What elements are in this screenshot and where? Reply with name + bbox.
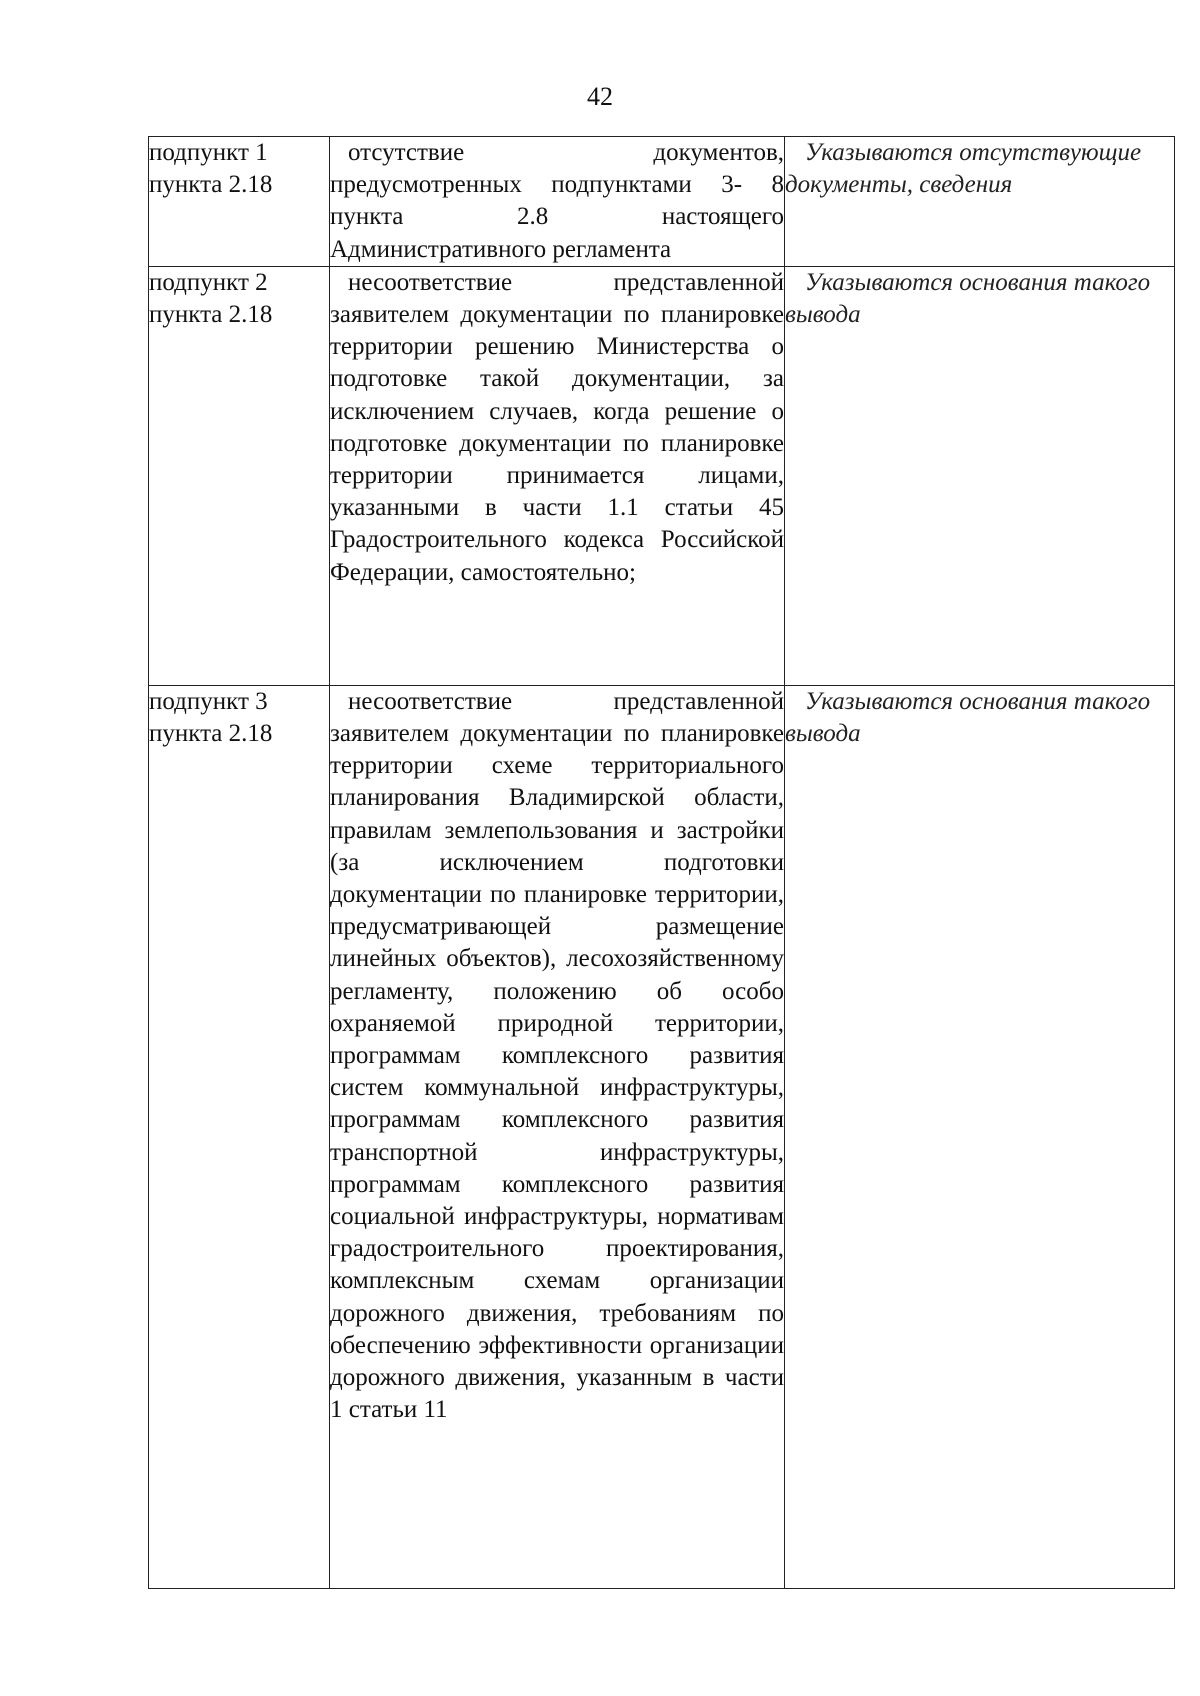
- ref-text: подпункт 1 пункта 2.18: [149, 139, 273, 199]
- note-cell: [785, 137, 1175, 267]
- note-cell: [785, 685, 1175, 1588]
- reason-text: несоответствие представленной заявителем документации по планировке территории схеме территориального планирования Владимирской области, правилам землепользования и застройки (за исключением подготовки документации по планировке территории, предусматривающей размещение линейных объектов), лесохозяйственному регламенту, положению об особо охраняемой природной территории, программам комплексного развития систем коммунальной инфраструктуры, программам комплексного развития транспортной инфраструктуры, программам комплексного развития социальной инфраструктуры, нормативам градостроительного проектирования, комплексным схемам организации дорожного движения, требованиям по обеспечению эффективности организации дорожного движения, указанным в части 1 статьи 11: [330, 687, 784, 1424]
- grounds-table: [148, 136, 1175, 1589]
- note-text: Указываются основания такого вывода: [785, 687, 1151, 748]
- note-text: Указываются отсутствующие документы, сведения: [785, 139, 1142, 199]
- table-row: [149, 266, 1175, 685]
- table-row: [149, 137, 1175, 267]
- page-number: 42: [587, 82, 613, 111]
- reason-cell: [330, 137, 785, 267]
- note-text: Указываются основания такого вывода: [785, 268, 1151, 329]
- ref-cell: [149, 137, 330, 267]
- ref-text: подпункт 3 пункта 2.18: [149, 687, 273, 748]
- ref-cell: [149, 266, 330, 685]
- table-row: [149, 685, 1175, 1588]
- reason-text: отсутствие документов, предусмотренных подпунктами 3- 8 пункта 2.8 настоящего Административного регламента: [330, 139, 784, 263]
- reason-cell: [330, 266, 785, 685]
- ref-text: подпункт 2 пункта 2.18: [149, 268, 273, 329]
- note-cell: [785, 266, 1175, 685]
- reason-cell: [330, 685, 785, 1588]
- reason-text: несоответствие представленной заявителем документации по планировке территории решению Министерства о подготовке такой документации, за исключением случаев, когда решение о подготовке документации по планировке территории принимается лицами, указанными в части 1.1 статьи 45 Градостроительного кодекса Российской Федерации, самостоятельно;: [330, 268, 784, 586]
- ref-cell: [149, 685, 330, 1588]
